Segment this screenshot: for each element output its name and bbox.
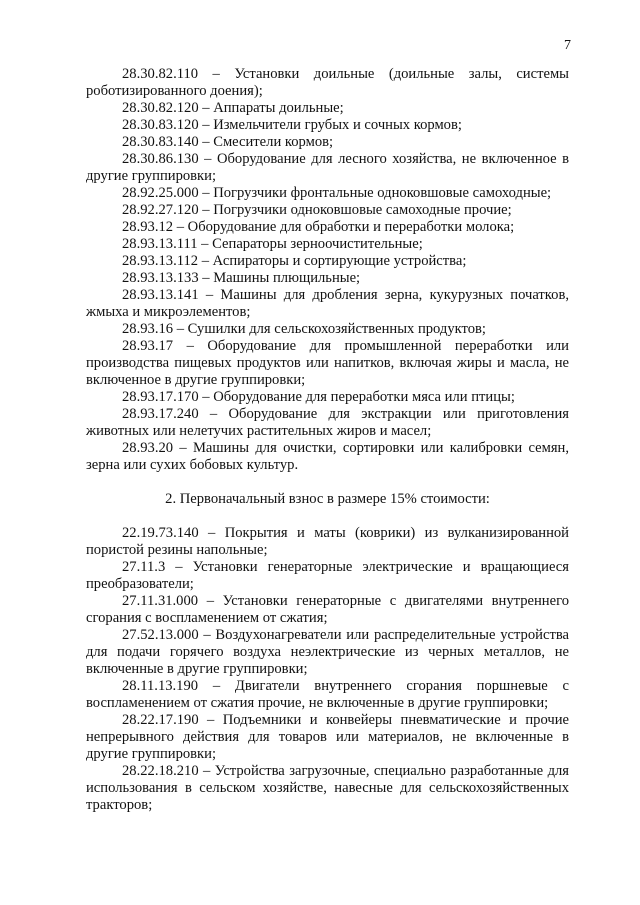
list-item: 28.93.17.240 – Оборудование для экстракции или приготовления животных или нелетучих растительных жиров и масел;	[86, 406, 569, 439]
document-body	[86, 66, 569, 814]
list-item: 28.11.13.190 – Двигатели внутреннего сгорания поршневые с воспламенением от сжатия прочие, не включенные в другие группировки;	[86, 678, 569, 711]
list-item: 28.93.20 – Машины для очистки, сортировки или калибровки семян, зерна или сухих бобовых культур.	[86, 440, 569, 473]
page-number: 7	[564, 38, 571, 53]
list-item: 27.52.13.000 – Воздухонагреватели или распределительные устройства для подачи горячего воздуха неэлектрические из черных металлов, не включенные в другие группировки;	[86, 627, 569, 677]
list-item: 28.92.25.000 – Погрузчики фронтальные одноковшовые самоходные;	[122, 185, 552, 201]
list-item: 28.30.86.130 – Оборудование для лесного хозяйства, не включенное в другие группировки;	[86, 151, 569, 184]
list-item: 28.93.13.112 – Аспираторы и сортирующие устройства;	[122, 253, 467, 269]
list-item: 28.93.13.111 – Сепараторы зерноочистительные;	[122, 236, 423, 252]
equipment-list-group-1	[86, 66, 569, 474]
spacer	[86, 508, 569, 525]
list-item: 28.93.13.133 – Машины плющильные;	[122, 270, 361, 286]
list-item: 28.93.16 – Сушилки для сельскохозяйственных продуктов;	[122, 321, 486, 337]
list-item: 28.30.82.120 – Аппараты доильные;	[122, 100, 344, 116]
list-item: 27.11.3 – Установки генераторные электрические и вращающиеся преобразователи;	[86, 559, 569, 592]
list-item: 22.19.73.140 – Покрытия и маты (коврики) из вулканизированной пористой резины напольные;	[86, 525, 569, 558]
list-item: 28.30.83.120 – Измельчители грубых и сочных кормов;	[122, 117, 462, 133]
list-item: 27.11.31.000 – Установки генераторные с двигателями внутреннего сгорания с воспламенением от сжатия;	[86, 593, 569, 626]
spacer	[86, 474, 569, 491]
list-item: 28.92.27.120 – Погрузчики одноковшовые самоходные прочие;	[122, 202, 512, 218]
equipment-list-group-2	[86, 525, 569, 814]
list-item: 28.22.17.190 – Подъемники и конвейеры пневматические и прочие непрерывного действия для товаров или материалов, не включенные в другие группировки;	[86, 712, 569, 762]
list-item: 28.93.13.141 – Машины для дробления зерна, кукурузных початков, жмыха и микроэлементов;	[86, 287, 569, 320]
section-heading: 2. Первоначальный взнос в размере 15% стоимости:	[165, 491, 490, 507]
list-item: 28.93.17.170 – Оборудование для переработки мяса или птицы;	[122, 389, 515, 405]
list-item: 28.93.12 – Оборудование для обработки и переработки молока;	[122, 219, 515, 235]
list-item: 28.30.83.140 – Смесители кормов;	[122, 134, 334, 150]
list-item: 28.93.17 – Оборудование для промышленной переработки или производства пищевых продуктов или напитков, включая жиры и масла, не включенное в другие группировки;	[86, 338, 569, 388]
list-item: 28.30.82.110 – Установки доильные (доильные залы, системы роботизированного доения);	[86, 66, 569, 99]
list-item: 28.22.18.210 – Устройства загрузочные, специально разработанные для использования в сельском хозяйстве, навесные для сельскохозяйственных тракторов;	[86, 763, 569, 813]
